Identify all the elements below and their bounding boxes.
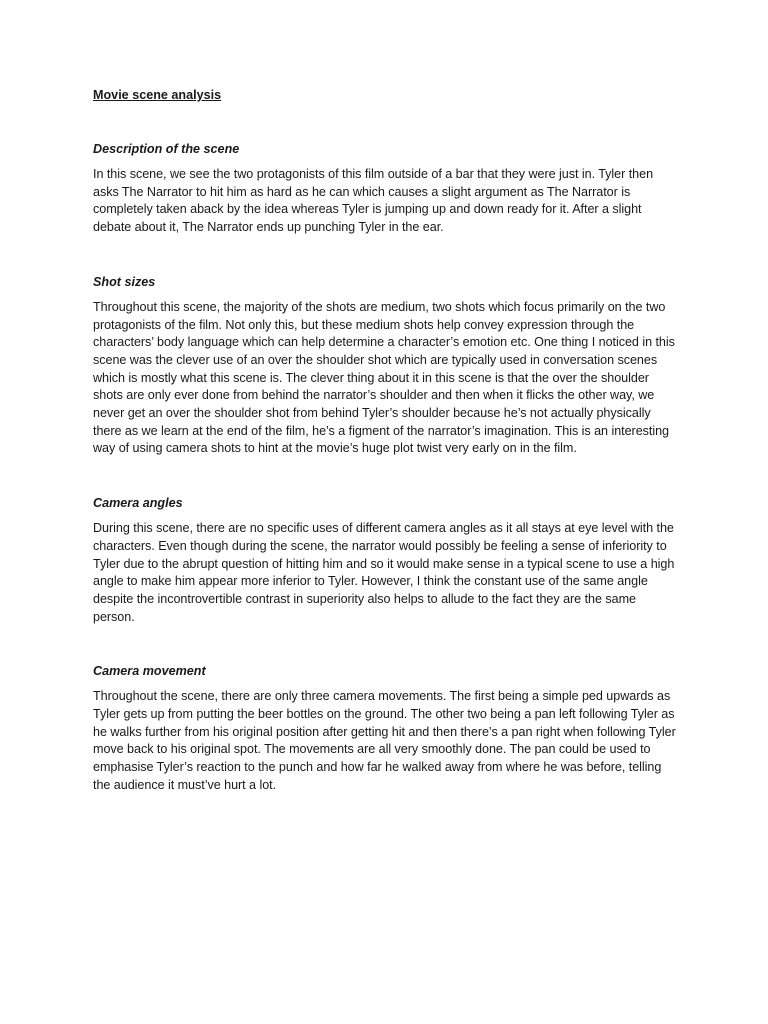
section-body-description: In this scene, we see the two protagonists of this film outside of a bar that they were just in. Tyler then asks The Narrator to hit him as hard as he can which causes a slight argument as The Narrator is completely taken aback by the idea whereas Tyler is jumping up and down ready for it. After a slight debate about it, The Narrator ends up punching Tyler in the ear. (93, 167, 654, 235)
section-heading-description: Description of the scene (93, 142, 240, 156)
section-heading-camera-angles: Camera angles (93, 496, 183, 511)
section-heading-shot-sizes: Shot sizes (93, 274, 156, 289)
document-title: Movie scene analysis (93, 88, 222, 102)
section-body-camera-angles: During this scene, there are no specific uses of different camera angles as it all stays at eye level with the characters. Even though during the scene, the narrator would possibly be feeling a sense of inferiority to Tyler due to the abrupt question of hitting him and so it would make sense in a typical scene to use a high angle to make him appear more inferior to Tyler. However, I think the constant use of the same angle despite the incontrovertible contrast in superiority also helps to allude to the fact they are the same person. (93, 521, 675, 624)
section-heading-camera-movement: Camera movement (93, 664, 206, 679)
section-body-shot-sizes: Throughout this scene, the majority of the shots are medium, two shots which focus primarily on the two protagonists of the film. Not only this, but these medium shots help convey expression through the characters’ body language which can help determine a character’s emotion etc. One thing I noticed in this scene was the clever use of an over the shoulder shot which are typically used in conversation scenes which is mostly what this scene is. The clever thing about it in this scene is that the over the shoulder shots are only ever done from behind the narrator’s shoulder and then when it flicks the other way, we never get an over the shoulder shot from behind Tyler’s shoulder because he’s not actually physically there as we learn at the end of the film, he’s a figment of the narrator’s imagination. This is an interesting way of using camera shots to hint at the movie’s huge plot twist very early on in the film. (93, 299, 675, 456)
document-content (93, 86, 681, 795)
section-body-camera-movement: Throughout the scene, there are only three camera movements. The first being a simple ped upwards as Tyler gets up from putting the beer bottles on the ground. The other two being a pan left following Tyler as he walks further from his original position after getting hit and then there’s a pan right when following Tyler move back to his original spot. The movements are all very smoothly done. The pan could be used to emphasise Tyler’s reaction to the punch and how far he walked away from where he was before, telling the audience it must’ve hurt a lot. (93, 689, 676, 792)
